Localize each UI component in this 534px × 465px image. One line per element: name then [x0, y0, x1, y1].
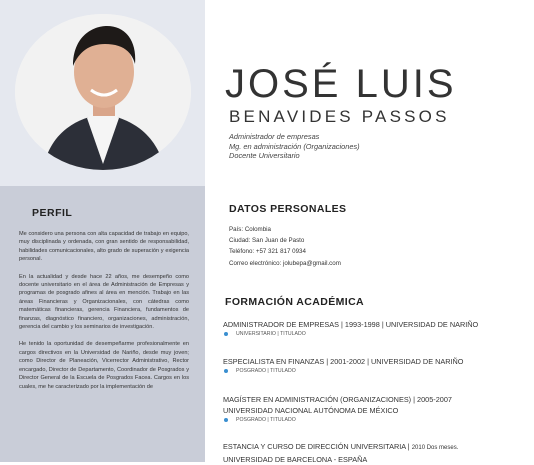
datos-line: Correo electrónico: jolubepa@gmail.com [229, 259, 341, 267]
education-degree: MAGÍSTER EN ADMINISTRACIÓN (ORGANIZACIONES) | 2005-2007 [223, 395, 452, 404]
perfil-paragraph: Me considero una persona con alta capacidad de trabajo en equipo, muy disciplinada y ordenada, con gran sentido de responsabilidad, habilidades comunicacionales, alto grado de superación y exigencia personal. [19, 231, 189, 263]
perfil-text [19, 230, 189, 400]
education-status: UNIVERSITARIO | TITULADO [236, 331, 306, 337]
education-status: POSGRADO | TITULADO [236, 368, 296, 374]
title-line: Administrador de empresas [229, 132, 320, 141]
perfil-heading: PERFIL [32, 207, 73, 219]
bullet-dot [224, 369, 228, 373]
education-degree: ADMINISTRADOR DE EMPRESAS | 1993-1998 | UNIVERSIDAD DE NARIÑO [223, 320, 479, 329]
datos-line: Ciudad: San Juan de Pasto [229, 237, 305, 245]
bullet-dot [224, 332, 228, 336]
datos-list [229, 224, 341, 269]
education-degree: ESTANCIA Y CURSO DE DIRECCIÓN UNIVERSITARIA | [223, 442, 410, 451]
education-duration: 2010 Dos meses. [411, 445, 459, 451]
education-degree: ESPECIALISTA EN FINANZAS | 2001-2002 | UNIVERSIDAD DE NARIÑO [223, 357, 464, 366]
first-name: JOSÉ LUIS [225, 62, 457, 106]
education-institution: UNIVERSIDAD NACIONAL AUTÓNOMA DE MÉXICO [223, 406, 399, 415]
professional-titles [229, 132, 360, 161]
education-item [223, 441, 523, 465]
last-name: BENAVIDES PASSOS [229, 107, 450, 126]
perfil-paragraph: He tenido la oportunidad de desempeñarme profesionalmente en cargos directivos en la Universidad de Nariño, desde muy joven; como Director de Planeación, Vicerrector Administrativo, Rector encargado, Director de Departamento, Coordinador de Posgrados y Director General de la Escuela de Posgrados Facea. Cargos en los cuales, me he caracterizado por la implementación de [19, 341, 189, 390]
perfil-paragraph: En la actualidad y desde hace 22 años, me desempeño como docente universitario en el área de Administración de Empresas y programas de posgrado afines al área en mención. Trabajo en las áreas Financieras y Organizacionales, con cátedras como matemáticas financieras, gerencia Financiera, fundamentos de finanzas, diagnóstico financiero, organizaciones, administración, gerencia del cambio y los seminarios de investigación. [19, 273, 189, 331]
datos-line: Teléfono: +57 321 817 0934 [229, 248, 306, 256]
education-institution: UNIVERSIDAD DE BARCELONA - ESPAÑA [223, 455, 368, 464]
datos-heading: DATOS PERSONALES [229, 203, 347, 215]
education-status: POSGRADO | TITULADO [236, 417, 296, 423]
title-line: Docente Universitario [229, 151, 300, 161]
datos-line: País: Colombia [229, 226, 271, 233]
formacion-heading: FORMACIÓN ACADÉMICA [225, 296, 365, 308]
profile-photo [15, 14, 191, 170]
title-line: Mg. en administración (Organizaciones) [229, 141, 360, 151]
education-item [223, 356, 523, 374]
bullet-dot [224, 418, 228, 422]
education-item [223, 319, 523, 337]
education-item [223, 394, 523, 423]
